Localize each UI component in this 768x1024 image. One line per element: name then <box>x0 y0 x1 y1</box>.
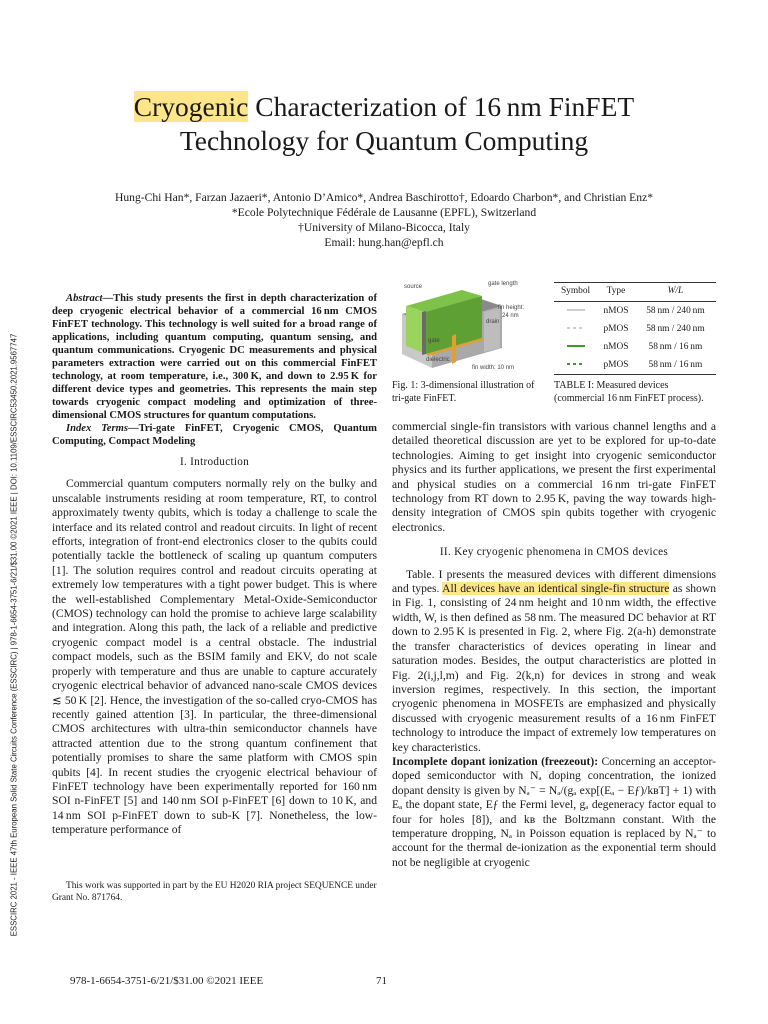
row-wl: 58 nm / 16 nm <box>648 360 703 370</box>
table-header-type: Type <box>597 283 635 302</box>
title-line-1: Cryogenic Characterization of 16 nm FinFET <box>133 91 635 122</box>
figure-1-caption: Fig. 1: 3-dimensional illustration of tri-gate FinFET. <box>392 380 535 404</box>
table-header-symbol: Symbol <box>554 283 597 302</box>
label-fin-height: fin height: <box>498 305 525 311</box>
title-line-2: Technology for Quantum Computing <box>179 125 589 156</box>
margin-citation-text: ESSCIRC 2021 - IEEE 47th European Solid State Circuits Conference (ESSCIRC) | 978-1-6654-3751-6/21/$31.00 ©2021 IEEE | DOI: 10.1109/ESSCIRC53450.2021.9567747 <box>9 333 19 937</box>
abstract-label: Abstract <box>66 293 103 304</box>
affiliation-epfl: *Ecole Polytechnique Fédérale de Lausanne (EPFL), Switzerland <box>231 206 537 219</box>
label-drain: drain <box>486 319 500 325</box>
abstract-text: —This study presents the first in depth characterization of deep cryogenic electrical behavior of a commercial 16 nm CMOS FinFET technology. This technology is well suited for a broad range of applications, including quantum computing, quantum sensing, and quantum communications. Cryogenic DC measurements and physical parameters extraction were carried out on this commercial FinFET technology, at room temperature, i.e., 300 K, and down to 2.95 K for different device types and geometries. This represents the main step towards cryogenic compact modeling and optimization of three-dimensional CMOS structures for quantum computations. <box>52 293 377 421</box>
finfet-illustration <box>392 276 540 376</box>
index-terms-text: —Tri-gate FinFET, Cryogenic CMOS, Quantum Computing, Compact Modeling <box>52 423 377 447</box>
freezeout-heading: Incomplete dopant ionization (freezeout): <box>392 754 599 768</box>
index-terms-label: Index Terms <box>66 423 128 434</box>
symbol-solid-thin <box>554 302 597 321</box>
symbol-dashed-thin <box>554 320 597 338</box>
intro-heading: I. Introduction <box>179 456 250 468</box>
margin-citation <box>4 290 24 980</box>
table-1 <box>554 282 716 375</box>
footnote: This work was supported in part by the EU H2020 RIA project SEQUENCE under Grant No. 871764. <box>52 881 377 903</box>
footer-copyright: 978-1-6654-3751-6/21/$31.00 ©2021 IEEE <box>70 975 264 987</box>
intro-paragraph: Commercial quantum computers normally rely on the bulky and unscalable instruments residing at room temperature, RT, to control approximately twenty qubits, which is today a challenge to scale the interface and its related control and readout circuits. In light of recent efforts, integration of front-end electronics closer to the qubits could potentially tackle the bottleneck of scaling up quantum computers [1]. The solution requires control and readout circuits operating at extremely low temperatures with a tight power budget. This is where the well-established Complementary Metal-Oxide-Semiconductor (CMOS) technology can hold the promise to achieve large scalability and integration. Along this path, the lack of a reliable and predictive cryogenic compact model is a central obstacle. The industrial compact models, such as the BSIM family and EKV, do not scale properly with temperature and thus are unable to capture accurately cryogenic electrical behavior of advanced nano-scale CMOS devices ≲ 50 K [2]. Hence, the investigation of the so-called cryo-CMOS has recently gained attention [3]. In particular, the three-dimensional CMOS architectures with ultra-thin semiconductor channels have attracted attention due to the strong quantum confinement that potentially promises to share the same platform with CMOS spin qubits [4]. In recent studies the cryogenic electrical behaviour of FinFET technology have been experimentally reported for 160 nm SOI n-FinFET [5] and 140 nm SOI p-FinFET [6] down to 10 K, and 14 nm SOI p-FinFET down to sub-K [7]. Nonetheless, the low-temperature performance of <box>52 477 377 837</box>
author-email: Email: hung.han@epfl.ch <box>324 236 444 249</box>
row-type: pMOS <box>603 324 629 334</box>
body-paragraph-2: Table. I presents the measured devices with different dimensions and types. All devices have an identical single-fin structure as shown in Fig. 1, consisting of 24 nm height and 10 nm width, the effective width, W, is then defined as 58 nm. The measured DC behavior at RT down to 2.95 K is presented in Fig. 2, where Fig. 2(a-h) demonstrate the transfer characteristics of devices operating in linear and saturation modes. Besides, the output characteristics are plotted in Fig. 2(i,j,l,m) and Fig. 2(k,n) for devices in strong and weak inversion regimes, respectively. In this section, the important cryogenic phenomena in MOSFETs are emphasized and physically discussed with cryogenic measurement results of a 16 nm FinFET technology to introduce the impact of extremely low temperatures on key characteristics. <box>392 567 716 754</box>
right-column <box>392 420 716 870</box>
paper-title <box>40 90 728 158</box>
label-fin-width: fin width: 10 nm <box>472 365 515 371</box>
author-names: Hung-Chi Han*, Farzan Jazaeri*, Antonio D’Amico*, Andrea Baschirotto†, Edoardo Charbon*, and Christian Enz* <box>114 191 654 204</box>
author-block <box>20 190 748 250</box>
table-row <box>554 338 716 356</box>
page-number: 71 <box>376 975 387 987</box>
body-paragraph-1: commercial single-fin transistors with various channel lengths and a detailed theoretical discussion are yet to be explored for up-to-date technologies. Aiming to get insight into cryogenic semiconductor physics and its further applications, we present the first experimental and physical studies on a commercial 16 nm tri-gate FinFET technology from RT down to 2.95 K, paving the way towards high-density integration of CMOS spin qubits together with cryogenic electronics. <box>392 420 716 534</box>
figure-1 <box>392 276 540 376</box>
table-row <box>554 356 716 375</box>
row-wl: 58 nm / 240 nm <box>646 324 705 334</box>
label-gate-length: gate length <box>488 281 518 287</box>
affiliation-milano: †University of Milano-Bicocca, Italy <box>298 221 470 234</box>
label-gate: gate <box>428 338 440 344</box>
symbol-solid-thick <box>554 338 597 356</box>
label-dielectric: dielectric <box>426 357 450 363</box>
highlighted-sentence: All devices have an identical single-fin structure <box>442 582 670 596</box>
table-1-caption: TABLE I: Measured devices (commercial 16 nm FinFET process). <box>554 380 704 404</box>
table-row <box>554 302 716 321</box>
title-highlight: Cryogenic <box>133 91 249 122</box>
body-paragraph-3: Incomplete dopant ionization (freezeout): Concerning an acceptor-doped semiconductor with Nₐ doping concentration, the ionized dopant density is given by Nₐ⁻ = Nₐ/(gₐ exp[(Eₐ − Eƒ)/kʙT] + 1) with Eₐ the dopant state, Eƒ the Fermi level, gₐ degeneracy factor equal to four for holes [8]), and kʙ the Boltzmann constant. With the temperature dropping, Nₐ in Poisson equation is replaced by Nₐ⁻ to account for the thermal de-ionization as the exponential term should not be negligible at cryogenic <box>392 754 716 869</box>
row-wl: 58 nm / 16 nm <box>648 342 703 352</box>
label-fin-height-value: 24 nm <box>502 313 519 319</box>
table-header-wl: W/L <box>635 283 716 302</box>
row-type: nMOS <box>603 306 629 316</box>
label-source: source <box>404 284 423 290</box>
row-type: pMOS <box>603 360 629 370</box>
symbol-dashed-thick <box>554 356 597 375</box>
row-wl: 58 nm / 240 nm <box>646 306 705 316</box>
intro-section <box>52 455 377 838</box>
abstract <box>52 292 377 448</box>
table-row <box>554 320 716 338</box>
section-2-heading: II. Key cryogenic phenomena in CMOS devices <box>439 546 669 559</box>
row-type: nMOS <box>603 342 629 352</box>
